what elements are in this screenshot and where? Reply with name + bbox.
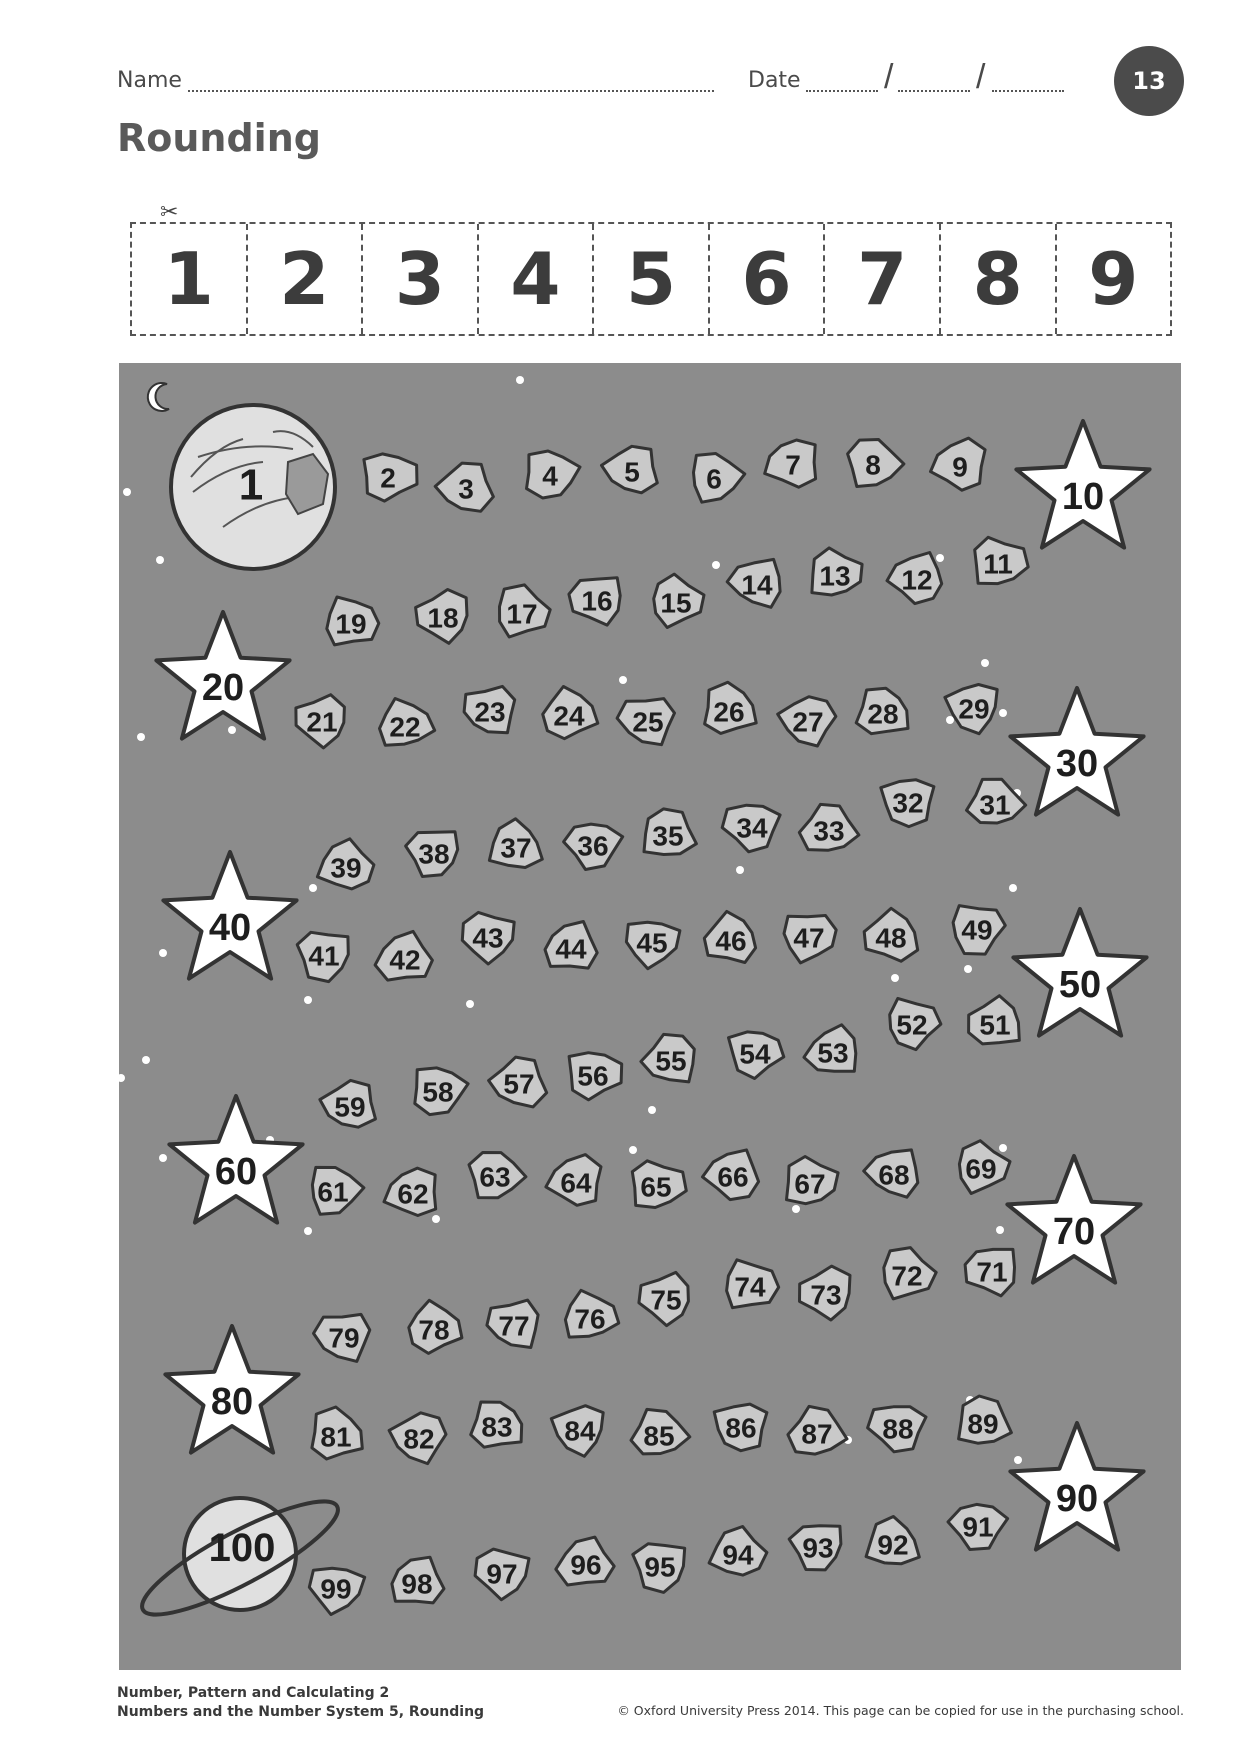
- rock-number: 3: [458, 473, 474, 505]
- rock-number: 28: [867, 698, 899, 730]
- rock-number: 73: [810, 1279, 842, 1311]
- star-dust: [516, 376, 524, 384]
- rock-number: 75: [650, 1284, 682, 1316]
- number-rock: [703, 1150, 759, 1200]
- number-rock: [975, 537, 1028, 583]
- number-rock: [848, 440, 904, 487]
- number-rock: [312, 1167, 364, 1214]
- rock-number: 91: [962, 1511, 994, 1543]
- number-rock: [953, 906, 1005, 955]
- star-dust: [466, 1000, 474, 1008]
- tens-star: [1016, 421, 1149, 548]
- star-dust: [228, 726, 236, 734]
- rock-number: 32: [892, 787, 924, 819]
- star-number: 70: [1052, 1211, 1096, 1253]
- star-dust: [981, 659, 989, 667]
- star-number: 30: [1055, 743, 1099, 785]
- number-rock: [704, 911, 755, 962]
- star-dust: [156, 556, 164, 564]
- number-rock: [787, 1157, 839, 1204]
- name-label: Name: [117, 68, 182, 93]
- rock-number: 61: [317, 1176, 349, 1208]
- star-dust: [712, 561, 720, 569]
- planet-end-number: 100: [208, 1526, 276, 1570]
- number-rock: [804, 1025, 856, 1072]
- rock-number: 64: [560, 1167, 592, 1199]
- footer-copyright: © Oxford University Press 2014. This page can be copied for use in the purchasing school.: [617, 1703, 1184, 1718]
- star-dust: [629, 1146, 637, 1154]
- date-separator: /: [976, 58, 986, 96]
- rock-number: 53: [817, 1037, 849, 1069]
- number-rock: [569, 1053, 622, 1100]
- rock-number: 33: [813, 815, 845, 847]
- rock-number: 27: [792, 706, 824, 738]
- date-separator: /: [884, 58, 894, 96]
- rock-number: 36: [577, 830, 609, 862]
- rock-number: 63: [479, 1161, 511, 1193]
- rock-number: 35: [652, 820, 684, 852]
- star-dust: [142, 1056, 150, 1064]
- rock-number: 44: [555, 933, 587, 965]
- rock-number: 58: [422, 1076, 454, 1108]
- rock-number: 6: [706, 463, 722, 495]
- star-dust: [432, 1215, 440, 1223]
- date-month-field[interactable]: [898, 90, 970, 92]
- number-rock: [543, 687, 598, 739]
- number-rock: [633, 1544, 685, 1593]
- number-rock: [967, 779, 1026, 823]
- number-rock: [320, 1080, 376, 1127]
- rock-number: 71: [976, 1256, 1008, 1288]
- number-rock: [866, 1517, 919, 1564]
- rock-number: 31: [979, 789, 1011, 821]
- number-rock: [778, 697, 836, 746]
- digit-card[interactable]: 6: [710, 224, 826, 334]
- star-number: 40: [208, 907, 252, 949]
- star-dust: [792, 1205, 800, 1213]
- rock-number: 54: [739, 1038, 771, 1070]
- rock-number: 17: [506, 598, 538, 630]
- number-rock: [799, 804, 859, 850]
- rock-number: 86: [725, 1412, 757, 1444]
- rock-number: 8: [865, 449, 881, 481]
- star-number: 10: [1061, 476, 1105, 518]
- tens-star: [156, 612, 289, 739]
- rock-number: 25: [632, 706, 664, 738]
- number-rock: [800, 1266, 851, 1320]
- rock-number: 4: [542, 460, 558, 492]
- star-dust: [999, 1144, 1007, 1152]
- number-rock: [694, 454, 745, 503]
- planet-start-number: 1: [238, 460, 264, 510]
- number-rock: [887, 553, 942, 604]
- digit-cutout-strip: [130, 222, 1172, 336]
- rock-number: 96: [570, 1549, 602, 1581]
- rock-number: 76: [574, 1303, 606, 1335]
- number-rock: [527, 451, 581, 498]
- date-day-field[interactable]: [806, 90, 878, 92]
- number-rock: [375, 931, 432, 980]
- number-rock: [489, 819, 542, 868]
- rock-number: 74: [734, 1271, 766, 1303]
- star-number: 20: [201, 667, 245, 709]
- number-rock: [415, 1068, 468, 1115]
- star-dust: [619, 676, 627, 684]
- number-rock: [788, 1406, 847, 1454]
- rock-number: 72: [891, 1260, 923, 1292]
- number-rock: [500, 585, 551, 637]
- rock-number: 16: [581, 585, 613, 617]
- rock-number: 41: [308, 940, 340, 972]
- rock-number: 85: [643, 1420, 675, 1452]
- number-rock: [709, 1527, 767, 1576]
- number-rock: [654, 574, 704, 627]
- rock-number: 48: [875, 922, 907, 954]
- star-number: 60: [214, 1151, 258, 1193]
- rock-number: 12: [901, 564, 933, 596]
- rock-number: 68: [878, 1159, 910, 1191]
- rock-number: 83: [481, 1411, 513, 1443]
- number-rock: [327, 597, 379, 645]
- rock-number: 14: [741, 569, 773, 601]
- rock-number: 66: [717, 1161, 749, 1193]
- number-rock: [864, 908, 918, 961]
- number-rock: [965, 1249, 1014, 1296]
- rock-number: 19: [335, 608, 367, 640]
- rock-number: 37: [500, 832, 532, 864]
- rock-number: 97: [486, 1558, 518, 1590]
- digit-card[interactable]: 5: [594, 224, 710, 334]
- rock-number: 89: [967, 1408, 999, 1440]
- number-rock: [392, 1557, 444, 1603]
- tens-star: [169, 1096, 302, 1223]
- rock-number: 45: [636, 927, 668, 959]
- rock-number: 46: [715, 925, 747, 957]
- number-rock: [489, 1057, 547, 1107]
- number-rock: [959, 1396, 1012, 1443]
- number-rock: [462, 912, 514, 964]
- star-dust: [304, 1227, 312, 1235]
- rock-number: 15: [660, 587, 692, 619]
- number-rock: [602, 446, 658, 493]
- star-dust: [648, 1106, 656, 1114]
- number-rock: [765, 440, 816, 487]
- rock-number: 77: [498, 1310, 530, 1342]
- star-dust: [999, 709, 1007, 717]
- star-number: 80: [210, 1381, 254, 1423]
- number-rock: [471, 1402, 522, 1447]
- digit-card[interactable]: 8: [941, 224, 1057, 334]
- rock-number: 49: [961, 914, 993, 946]
- number-rock: [312, 1407, 362, 1459]
- footer-book-title: Number, Pattern and Calculating 2: [117, 1685, 390, 1701]
- number-rock: [475, 1549, 529, 1600]
- number-rock: [881, 780, 934, 827]
- footer-unit: Numbers and the Number System 5, Rounding: [117, 1704, 485, 1720]
- rock-number: 39: [330, 852, 362, 884]
- rock-number: 81: [320, 1421, 352, 1453]
- number-rock: [546, 1155, 601, 1206]
- rock-number: 92: [877, 1529, 909, 1561]
- rock-number: 62: [397, 1178, 429, 1210]
- number-rock: [384, 1168, 436, 1215]
- rock-number: 11: [983, 548, 1013, 580]
- tens-star: [1007, 1156, 1140, 1283]
- star-dust: [137, 733, 145, 741]
- star-dust: [159, 949, 167, 957]
- scissors-icon: ✂: [160, 200, 179, 225]
- rock-number: 23: [474, 696, 506, 728]
- rock-number: 88: [882, 1413, 914, 1445]
- star-dust: [996, 1226, 1004, 1234]
- number-rock: [729, 1032, 784, 1079]
- number-rock: [890, 998, 941, 1049]
- rock-number: 59: [334, 1091, 366, 1123]
- digit-card[interactable]: 4: [479, 224, 595, 334]
- rock-number: 55: [655, 1045, 687, 1077]
- rock-number: 34: [736, 812, 768, 844]
- rock-number: 57: [503, 1068, 535, 1100]
- number-rock: [406, 832, 458, 877]
- number-rock: [644, 809, 696, 855]
- tens-star: [1010, 688, 1143, 815]
- number-rock: [314, 1314, 370, 1361]
- page-title: Rounding: [117, 116, 321, 160]
- rock-number: 5: [624, 456, 640, 488]
- number-rock: [416, 590, 467, 644]
- moon-icon: [148, 383, 169, 411]
- number-rock: [948, 1504, 1008, 1549]
- number-rock: [727, 559, 780, 607]
- star-dust: [119, 1074, 125, 1082]
- number-rock: [565, 1290, 618, 1337]
- number-rock: [868, 1407, 926, 1452]
- star-dust: [936, 554, 944, 562]
- number-rock: [487, 1300, 538, 1347]
- rock-number: 93: [802, 1532, 834, 1564]
- number-rock: [464, 686, 515, 732]
- number-rock: [364, 454, 417, 501]
- rock-number: 95: [644, 1551, 676, 1583]
- number-rock: [864, 1150, 918, 1197]
- digit-card[interactable]: 3: [363, 224, 479, 334]
- number-rock: [296, 695, 345, 748]
- rock-number: 38: [418, 838, 450, 870]
- number-rock: [389, 1413, 446, 1464]
- number-rock: [564, 824, 623, 869]
- rock-number: 69: [965, 1153, 997, 1185]
- number-rock: [722, 805, 780, 852]
- number-rock: [297, 932, 348, 981]
- number-rock: [856, 688, 908, 734]
- tens-star: [1010, 1423, 1143, 1550]
- number-rock: [705, 682, 757, 733]
- number-rock: [551, 1406, 603, 1457]
- digit-card[interactable]: 7: [825, 224, 941, 334]
- rock-number: 18: [427, 602, 459, 634]
- rock-number: 26: [713, 696, 745, 728]
- space-number-track: [119, 363, 1181, 1670]
- date-label: Date: [748, 68, 801, 93]
- number-rock: [945, 685, 997, 734]
- tens-star: [1013, 909, 1146, 1036]
- star-dust: [123, 488, 131, 496]
- star-dust: [946, 716, 954, 724]
- digit-card[interactable]: 2: [248, 224, 364, 334]
- number-rock: [969, 996, 1020, 1044]
- rock-number: 24: [553, 700, 585, 732]
- date-year-field[interactable]: [992, 90, 1064, 92]
- rock-number: 65: [640, 1171, 672, 1203]
- rock-number: 22: [389, 711, 421, 743]
- number-rock: [789, 1526, 841, 1570]
- number-rock: [812, 548, 862, 595]
- name-field[interactable]: [188, 90, 714, 92]
- number-rock: [309, 1568, 364, 1614]
- number-rock: [380, 699, 435, 746]
- number-rock: [727, 1260, 779, 1308]
- number-rock: [631, 1409, 690, 1454]
- rock-number: 99: [320, 1573, 352, 1605]
- rock-number: 2: [380, 462, 396, 494]
- number-rock: [632, 1161, 686, 1208]
- number-rock: [569, 578, 620, 625]
- number-rock: [317, 839, 374, 889]
- rock-number: 98: [401, 1568, 433, 1600]
- digit-card[interactable]: 1: [132, 224, 248, 334]
- number-rock: [469, 1153, 526, 1198]
- digit-card[interactable]: 9: [1088, 237, 1139, 321]
- footer-book-info: [117, 1684, 484, 1722]
- rock-number: 79: [328, 1322, 360, 1354]
- rock-number: 9: [952, 451, 968, 483]
- number-rock: [409, 1300, 462, 1353]
- page-number-badge: 13: [1114, 46, 1184, 116]
- star-dust: [159, 1154, 167, 1162]
- number-rock: [626, 922, 680, 968]
- number-rock: [556, 1537, 614, 1585]
- rock-number: 78: [418, 1314, 450, 1346]
- number-rock: [884, 1248, 936, 1299]
- end-planet: [131, 1483, 350, 1632]
- space-board-svg: [119, 363, 1181, 1670]
- start-planet: [171, 405, 335, 569]
- star-number: 50: [1058, 964, 1102, 1006]
- rock-number: 42: [389, 944, 421, 976]
- number-rock: [639, 1272, 689, 1325]
- star-dust: [736, 866, 744, 874]
- rock-number: 82: [403, 1423, 435, 1455]
- rock-number: 84: [564, 1415, 596, 1447]
- rock-number: 52: [896, 1009, 928, 1041]
- rock-number: 94: [722, 1539, 754, 1571]
- star-dust: [1014, 1456, 1022, 1464]
- tens-star: [165, 1326, 298, 1453]
- star-dust: [1009, 884, 1017, 892]
- rock-number: 21: [306, 706, 338, 738]
- star-number: 90: [1055, 1478, 1099, 1520]
- rock-number: 7: [785, 449, 801, 481]
- number-rock: [435, 463, 493, 511]
- number-rock: [617, 699, 674, 745]
- star-dust: [309, 884, 317, 892]
- rock-number: 67: [794, 1168, 826, 1200]
- number-rock: [714, 1404, 767, 1451]
- number-rock: [545, 922, 597, 969]
- star-dust: [304, 996, 312, 1004]
- rock-number: 51: [979, 1009, 1011, 1041]
- star-dust: [964, 965, 972, 973]
- tens-star: [163, 852, 296, 979]
- rock-number: 43: [472, 922, 504, 954]
- rock-number: 29: [958, 693, 990, 725]
- rock-number: 56: [577, 1060, 609, 1092]
- star-dust: [891, 974, 899, 982]
- number-rock: [784, 916, 836, 963]
- rock-number: 13: [819, 560, 851, 592]
- rock-number: 47: [793, 922, 825, 954]
- rock-number: 87: [801, 1418, 833, 1450]
- number-rock: [641, 1034, 694, 1082]
- number-rock: [931, 438, 986, 490]
